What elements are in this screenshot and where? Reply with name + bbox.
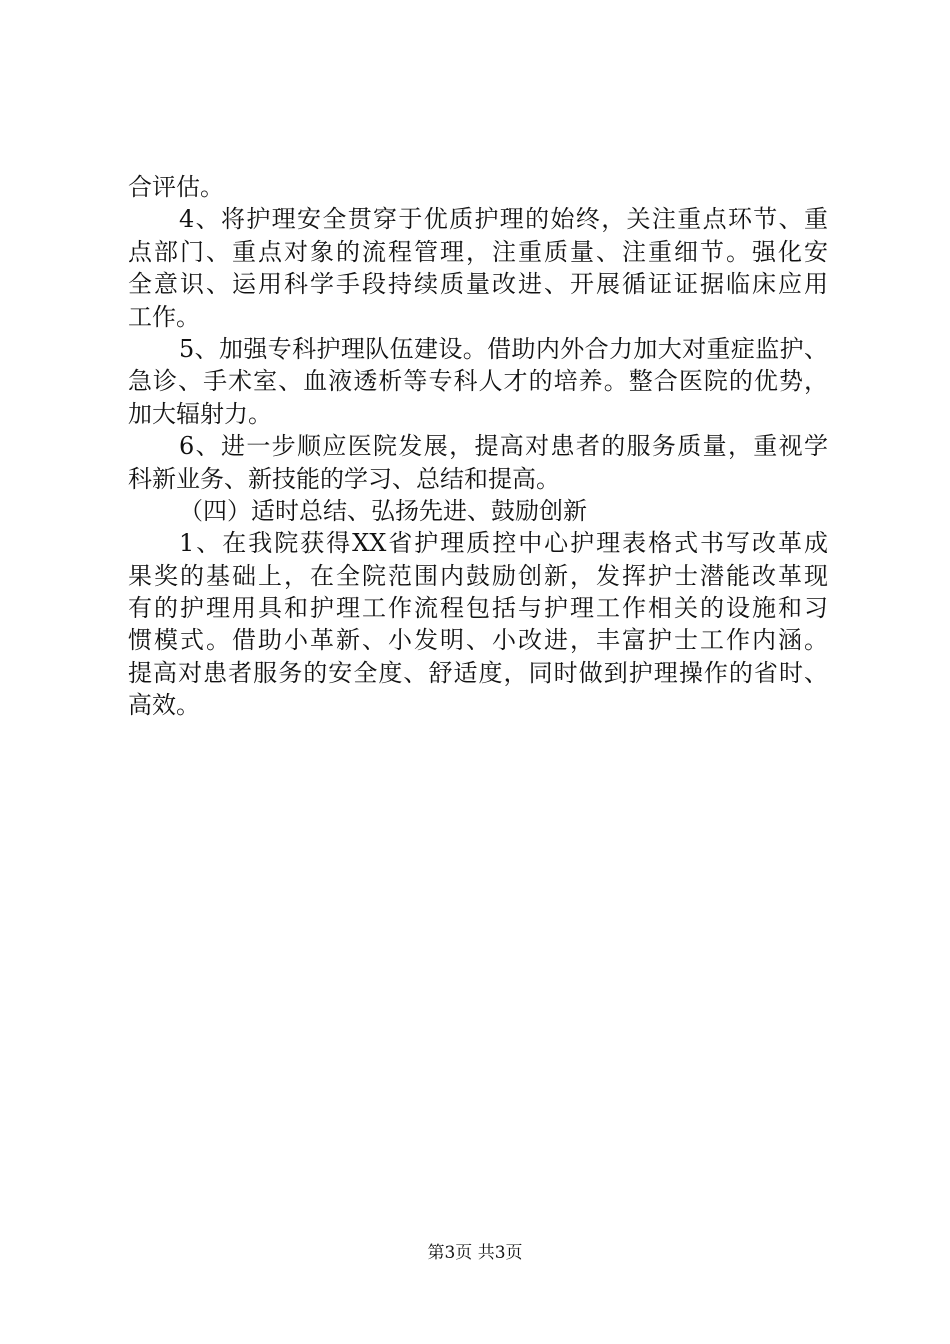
text-line: 点部门、重点对象的流程管理，注重质量、注重细节。强化安 (128, 237, 828, 266)
text-line: 惯模式。借助小革新、小发明、小改进，丰富护士工作内涵。 (128, 626, 828, 655)
text-line: 高效。 (128, 691, 200, 720)
text-line: 6、进一步顺应医院发展，提高对患者的服务质量，重视学 (179, 432, 828, 461)
text-line: 合评估。 (128, 173, 224, 201)
text-line: 5、加强专科护理队伍建设。借助内外合力加大对重症监护、 (179, 334, 828, 363)
section-heading: （四）适时总结、弘扬先进、鼓励创新 (179, 496, 587, 525)
document-body (128, 171, 828, 722)
text-line: 急诊、手术室、血液透析等专科人才的培养。整合医院的优势， (128, 367, 828, 396)
text-line: 工作。 (128, 302, 200, 331)
text-line: 4、将护理安全贯穿于优质护理的始终，关注重点环节、重 (179, 205, 828, 234)
text-line: 果奖的基础上，在全院范围内鼓励创新，发挥护士潜能改革现 (128, 561, 828, 590)
text-line: 加大辐射力。 (128, 399, 272, 428)
text-line: 提高对患者服务的安全度、舒适度，同时做到护理操作的省时、 (128, 658, 828, 687)
page-footer: 第3页 共3页 (427, 1243, 523, 1263)
text-line: 全意识、运用科学手段持续质量改进、开展循证证据临床应用 (128, 270, 828, 299)
text-line: 科新业务、新技能的学习、总结和提高。 (128, 464, 560, 493)
text-line: 有的护理用具和护理工作流程包括与护理工作相关的设施和习 (128, 594, 828, 623)
text-line: 1、在我院获得XX省护理质控中心护理表格式书写改革成 (179, 529, 828, 558)
